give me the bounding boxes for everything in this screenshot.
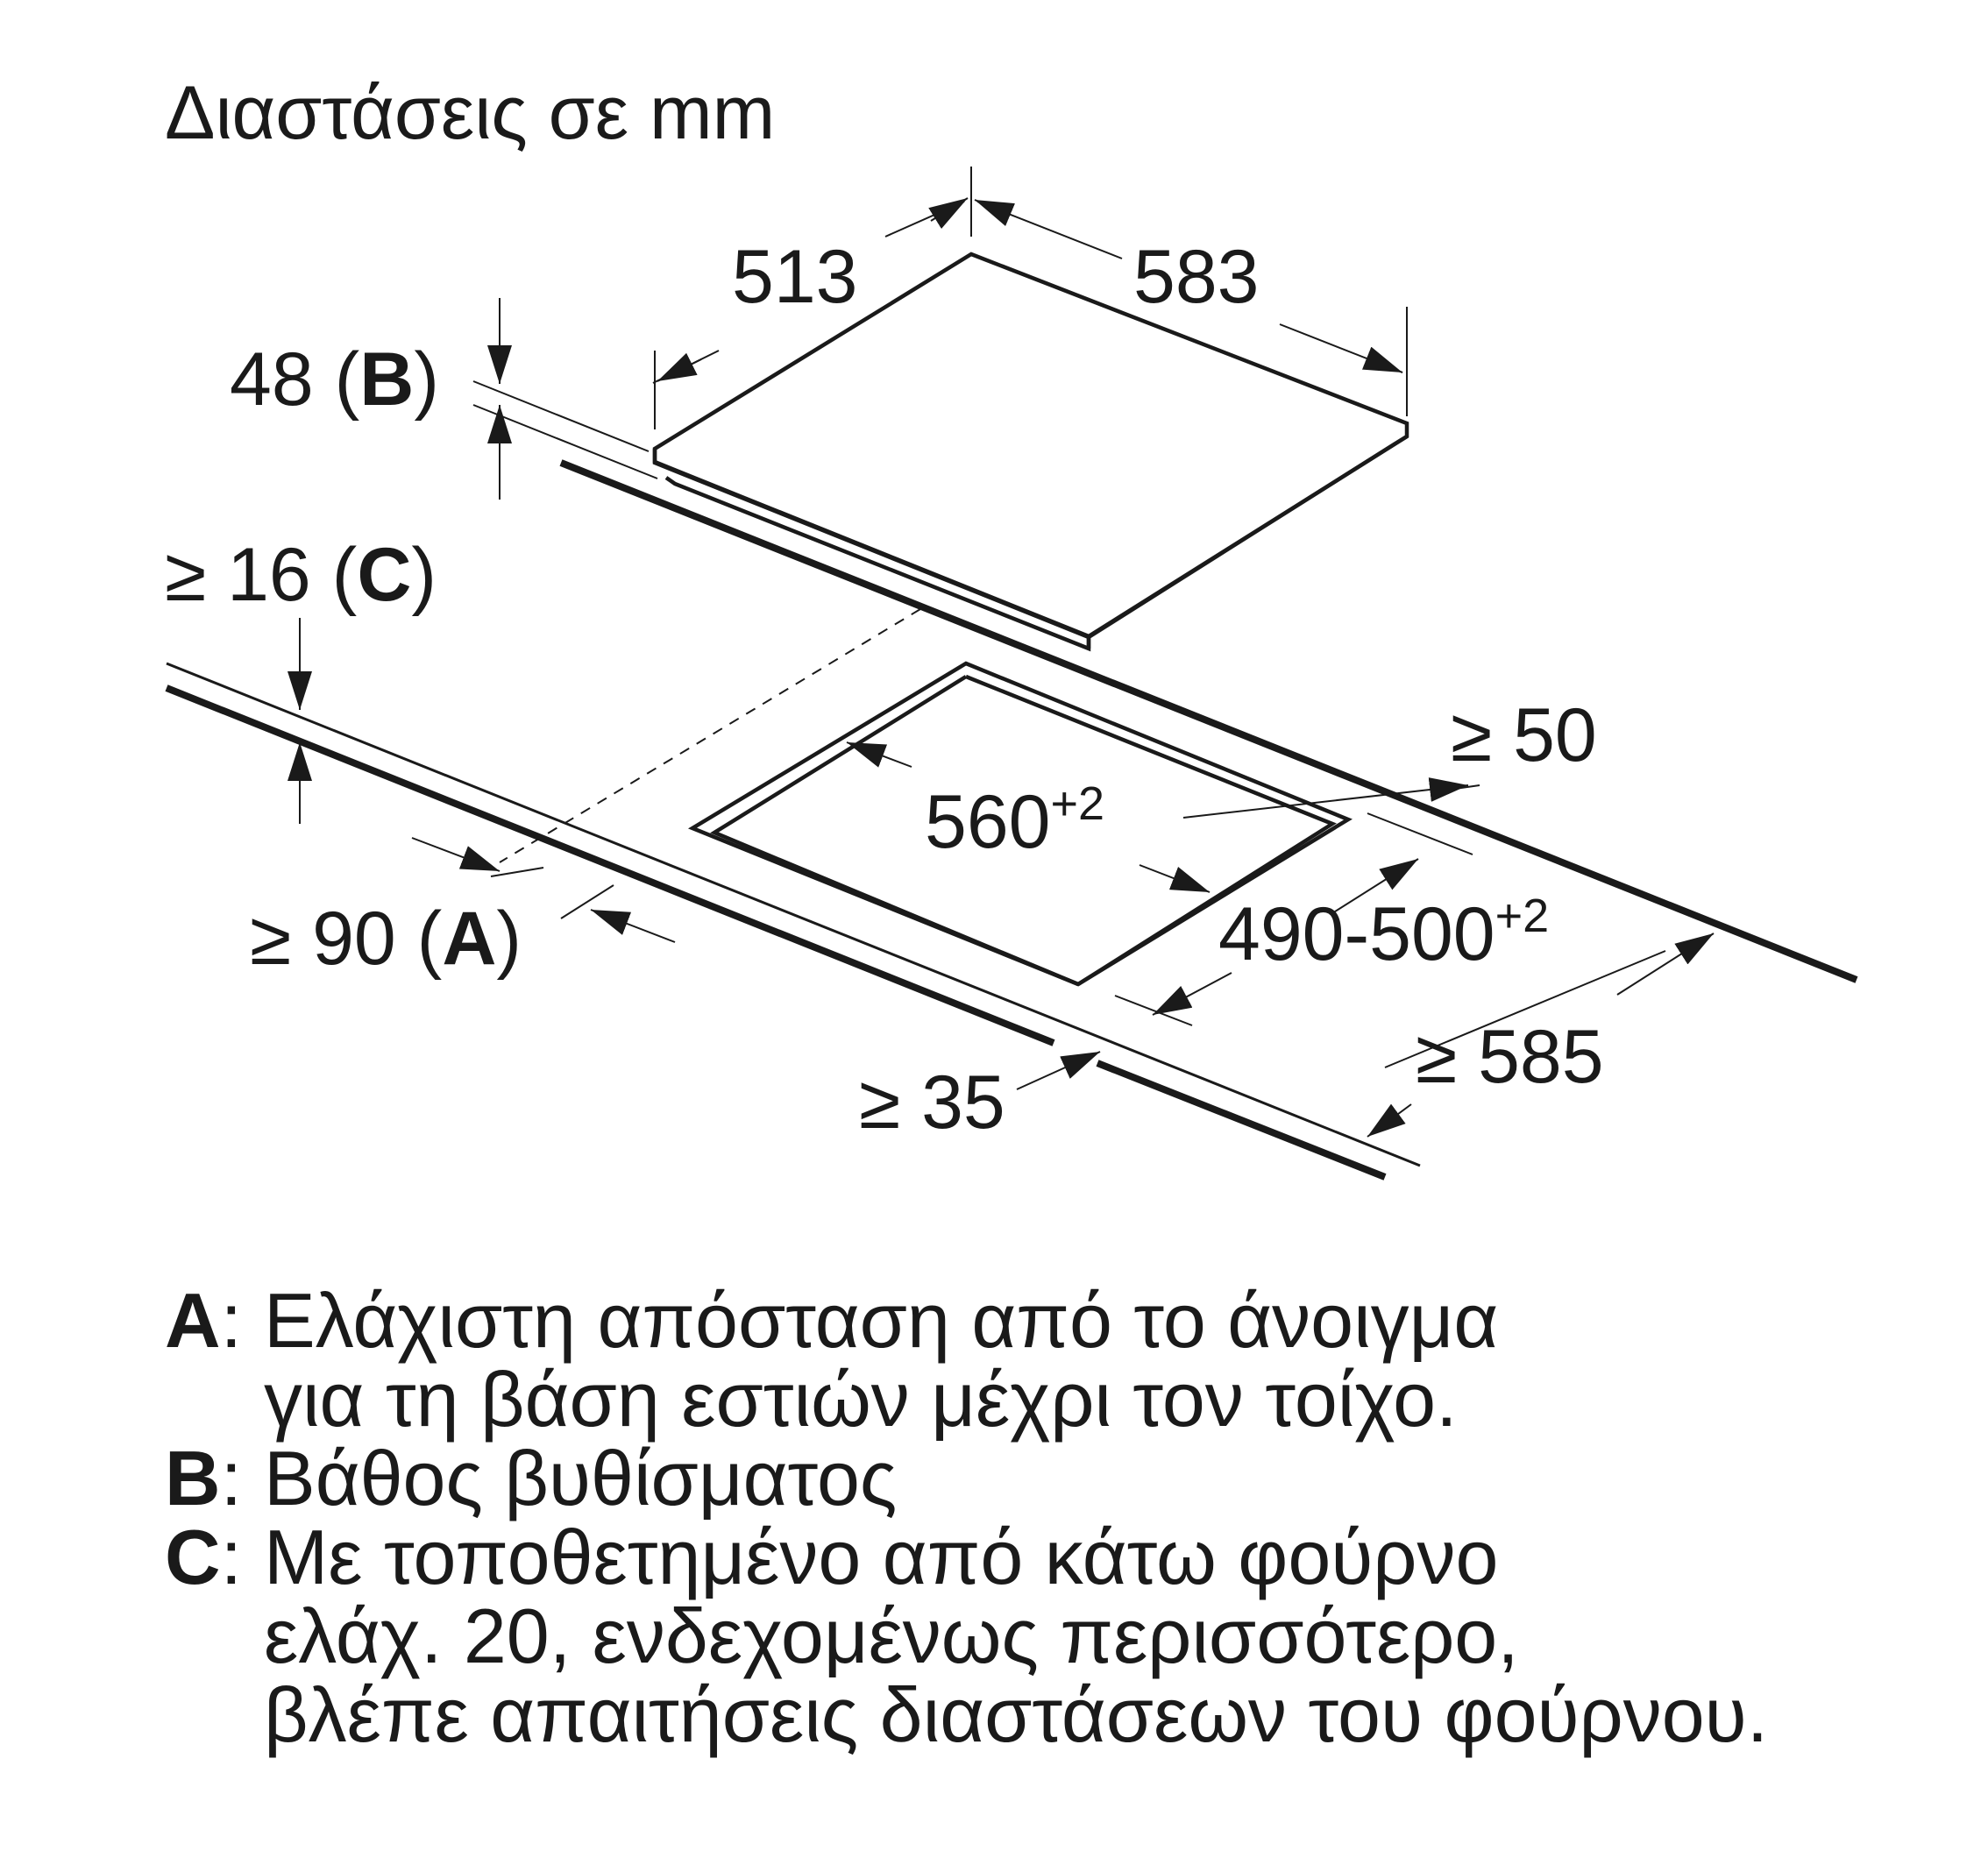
dim-585-arrow-bottom	[1367, 1104, 1411, 1137]
label-48-b: 48 (B)	[230, 337, 439, 422]
label-560-tolerance: +2	[1050, 777, 1105, 830]
label-490-value: 490-500	[1218, 892, 1495, 976]
label-16-c: ≥ 16 (C)	[165, 533, 437, 617]
dimension-labels	[165, 235, 1604, 1145]
dim-90-arrow-right	[591, 910, 675, 942]
label-90-a: ≥ 90 (A)	[250, 897, 522, 981]
label-490-tolerance: +2	[1495, 890, 1550, 942]
dim-490-arrow-bottom	[1153, 973, 1232, 1015]
label-585: ≥ 585	[1416, 1015, 1604, 1099]
label-513: 513	[732, 235, 858, 319]
legend-text-c: Με τοποθετημένο από κάτω φούρνο ελάχ. 20, ενδεχομένως περισσότερο, βλέπε απαιτήσεις διαστάσεων του φούρνου.	[264, 1514, 1769, 1758]
legend-text-a: Ελάχιστη απόσταση από το άνοιγμα για τη βάση εστιών μέχρι τον τοίχο.	[264, 1277, 1499, 1443]
dim-560-arrow-right	[1140, 865, 1210, 892]
label-490-500	[1218, 890, 1549, 976]
legend-item-b: B: Βάθος βυθίσματος	[165, 1435, 898, 1521]
worktop-front-thick-line	[167, 688, 1054, 1043]
legend-item-a: A: Ελάχιστη απόσταση από το άνοιγμα για τη βάση εστιών μέχρι τον τοίχο.	[165, 1277, 1499, 1443]
label-560-value: 560	[925, 780, 1051, 864]
label-90-value: ≥ 90	[250, 897, 396, 981]
label-583: 583	[1133, 235, 1260, 319]
label-90-ref: A	[442, 897, 497, 981]
dim-90-arrow-left	[412, 838, 500, 871]
page-title: Διαστάσεις σε mm	[165, 71, 776, 155]
label-48-ref: B	[359, 337, 415, 422]
label-560	[925, 777, 1104, 864]
label-50: ≥ 50	[1451, 693, 1597, 777]
hob-front-edge	[655, 449, 1089, 649]
dim-50-arrow	[1183, 785, 1468, 818]
legend-key-a: A	[165, 1277, 221, 1364]
legend-text-b: Βάθος βυθίσματος	[264, 1435, 898, 1521]
legend	[165, 1277, 1769, 1758]
label-16-value: ≥ 16	[165, 533, 311, 617]
dim-560-arrow-left	[847, 742, 912, 767]
dim-35-arrow	[1017, 1052, 1100, 1089]
legend-key-c: C	[165, 1514, 221, 1600]
dimension-lines	[300, 167, 1714, 1137]
worktop-front-thick-line-2	[1097, 1063, 1385, 1177]
cutout-projection-dashed-line	[500, 609, 920, 862]
label-35: ≥ 35	[859, 1060, 1005, 1145]
hob-side-edge	[1089, 436, 1407, 649]
legend-item-c: C: Με τοποθετημένο από κάτω φούρνο ελάχ. 20, ενδεχομένως περισσότερο, βλέπε απαιτήσεις διαστάσεων του φούρνου.	[165, 1514, 1769, 1758]
label-16-ref: C	[357, 533, 412, 617]
legend-key-b: B	[165, 1435, 221, 1521]
label-48-value: 48	[230, 337, 314, 422]
